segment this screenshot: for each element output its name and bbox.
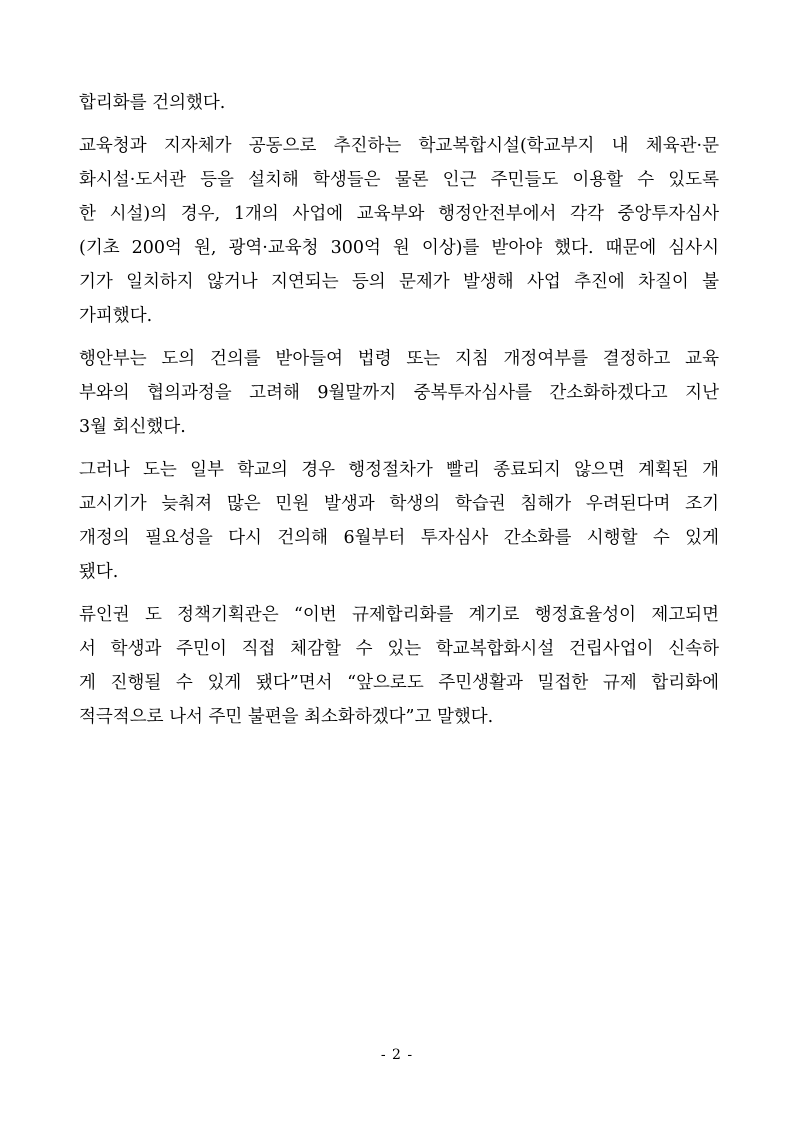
paragraph: [79, 129, 719, 333]
text-line: (기초 200억 원, 광역·교육청 300억 원 이상)를 받아야 했다. 때문에 심사시: [79, 238, 719, 258]
document-body: [79, 86, 719, 734]
text-line: 기가 일치하지 않거나 지연되는 등의 문제가 발생해 사업 추진에 차질이 불: [79, 272, 719, 292]
text-line: 한 시설)의 경우, 1개의 사업에 교육부와 행정안전부에서 각각 중앙투자심사: [79, 204, 719, 224]
text-line: 교시기가 늦춰져 많은 민원 발생과 학생의 학습권 침해가 우려된다며 조기: [79, 494, 719, 514]
text-line: 3월 회신했다.: [79, 417, 186, 437]
text-line: 합리화를 건의했다.: [79, 93, 226, 113]
text-line: 게 진행될 수 있게 됐다”면서 “앞으로도 주민생활과 밀접한 규제 합리화에: [79, 673, 719, 693]
page-number: - 2 -: [380, 1047, 414, 1063]
text-line: 교육청과 지자체가 공동으로 추진하는 학교복합시설(학교부지 내 체육관·문: [79, 136, 719, 156]
paragraph: [79, 342, 719, 444]
text-line: 화시설·도서관 등을 설치해 학생들은 물론 인근 주민들도 이용할 수 있도록: [79, 170, 719, 190]
text-line: 류인권 도 정책기획관은 “이번 규제합리화를 계기로 행정효율성이 제고되면: [79, 605, 719, 625]
text-line: 적극적으로 나서 주민 불편을 최소화하겠다”고 말했다.: [79, 707, 494, 727]
text-line: 부와의 협의과정을 고려해 9월말까지 중복투자심사를 간소화하겠다고 지난: [79, 383, 719, 403]
text-line: 개정의 필요성을 다시 건의해 6월부터 투자심사 간소화를 시행할 수 있게: [79, 528, 719, 548]
text-line: 행안부는 도의 건의를 받아들여 법령 또는 지침 개정여부를 결정하고 교육: [79, 349, 719, 369]
paragraph: [79, 598, 719, 734]
text-line: 가피했다.: [79, 306, 153, 326]
text-line: 서 학생과 주민이 직접 체감할 수 있는 학교복합화시설 건립사업이 신속하: [79, 639, 719, 659]
text-line: 그러나 도는 일부 학교의 경우 행정절차가 빨리 종료되지 않으면 계획된 개: [79, 460, 719, 480]
paragraph: [79, 453, 719, 589]
text-line: 됐다.: [79, 562, 119, 582]
paragraph: [79, 86, 719, 120]
